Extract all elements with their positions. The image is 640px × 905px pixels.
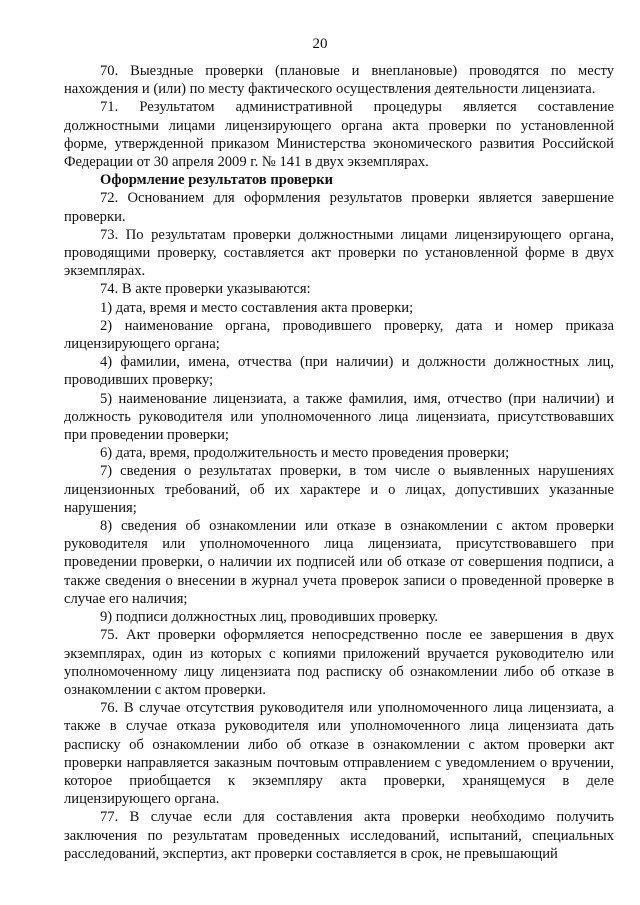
- paragraph-74: 74. В акте проверки указываются:: [100, 281, 311, 298]
- list-item-5: 5) наименование лицензиата, а также фамилия, имя, отчество (при наличии) и должность руководителя или уполномоченного лица лицензиата, присутствовавших при проведении проверки;: [64, 390, 614, 444]
- list-item-1: 1) дата, время и место составления акта проверки;: [100, 299, 414, 316]
- list-item-8: 8) сведения об ознакомлении или отказе в ознакомлении с актом проверки руководителя или уполномоченного лица лицензиата, присутствовавшего при проведении проверки, о наличии их подписей или об отказе от совершения подписи, а также сведения о внесении в журнал учета проверок записи о проведенной проверке в случае его наличия;: [64, 518, 614, 607]
- list-item-6: 6) дата, время, продолжительность и место проведения проверки;: [100, 445, 510, 462]
- section-heading: Оформление результатов проверки: [100, 172, 334, 189]
- paragraph-71: 71. Результатом административной процедуры является составление должностными лицами лицензирующего органа акта проверки по установленной форме, утвержденной приказом Министерства экономического развития Российской Федерации от 30 апреля 2009 г. № 141 в двух экземплярах.: [64, 99, 614, 171]
- paragraph-77: 77. В случае если для составления акта проверки необходимо получить заключения по результатам проведенных исследований, испытаний, специальных расследований, экспертиз, акт проверки составляется в срок, не превышающий: [64, 809, 614, 862]
- document-body: [64, 62, 614, 863]
- paragraph-72: 72. Основанием для оформления результатов проверки является завершение проверки.: [64, 190, 614, 225]
- list-item-7: 7) сведения о результатах проверки, в том числе о выявленных нарушениях лицензионных требований, об их характере и о лицах, допустивших указанные нарушения;: [64, 463, 614, 516]
- list-item-9: 9) подписи должностных лиц, проводивших проверку.: [100, 609, 438, 626]
- page-number: 20: [312, 36, 328, 52]
- paragraph-70: 70. Выездные проверки (плановые и внеплановые) проводятся по месту нахождения и (или) по месту фактического осуществления деятельности лицензиата.: [64, 63, 614, 98]
- paragraph-75: 75. Акт проверки оформляется непосредственно после ее завершения в двух экземплярах, один из которых с копиями приложений вручается руководителю или уполномоченному лицу лицензиата под расписку об ознакомлении либо об отказе в ознакомлении с актом проверки.: [64, 627, 614, 698]
- paragraph-73: 73. По результатам проверки должностными лицами лицензирующего органа, проводящими проверку, составляется акт проверки по установленной форме в двух экземплярах.: [64, 226, 614, 280]
- list-item-2: 2) наименование органа, проводившего проверку, дата и номер приказа лицензирующего органа;: [64, 317, 614, 353]
- list-item-4: 4) фамилии, имена, отчества (при наличии) и должности должностных лиц, проводивших проверку;: [64, 354, 614, 389]
- paragraph-76: 76. В случае отсутствия руководителя или уполномоченного лица лицензиата, а также в случае отказа руководителя или уполномоченного лица лицензиата дать расписку об ознакомлении либо об отказе в ознакомлении с актом проверки акт проверки направляется заказным почтовым отправлением с уведомлением о вручении, которое приобщается к экземпляру акта проверки, хранящемуся в деле лицензирующего органа.: [64, 700, 614, 808]
